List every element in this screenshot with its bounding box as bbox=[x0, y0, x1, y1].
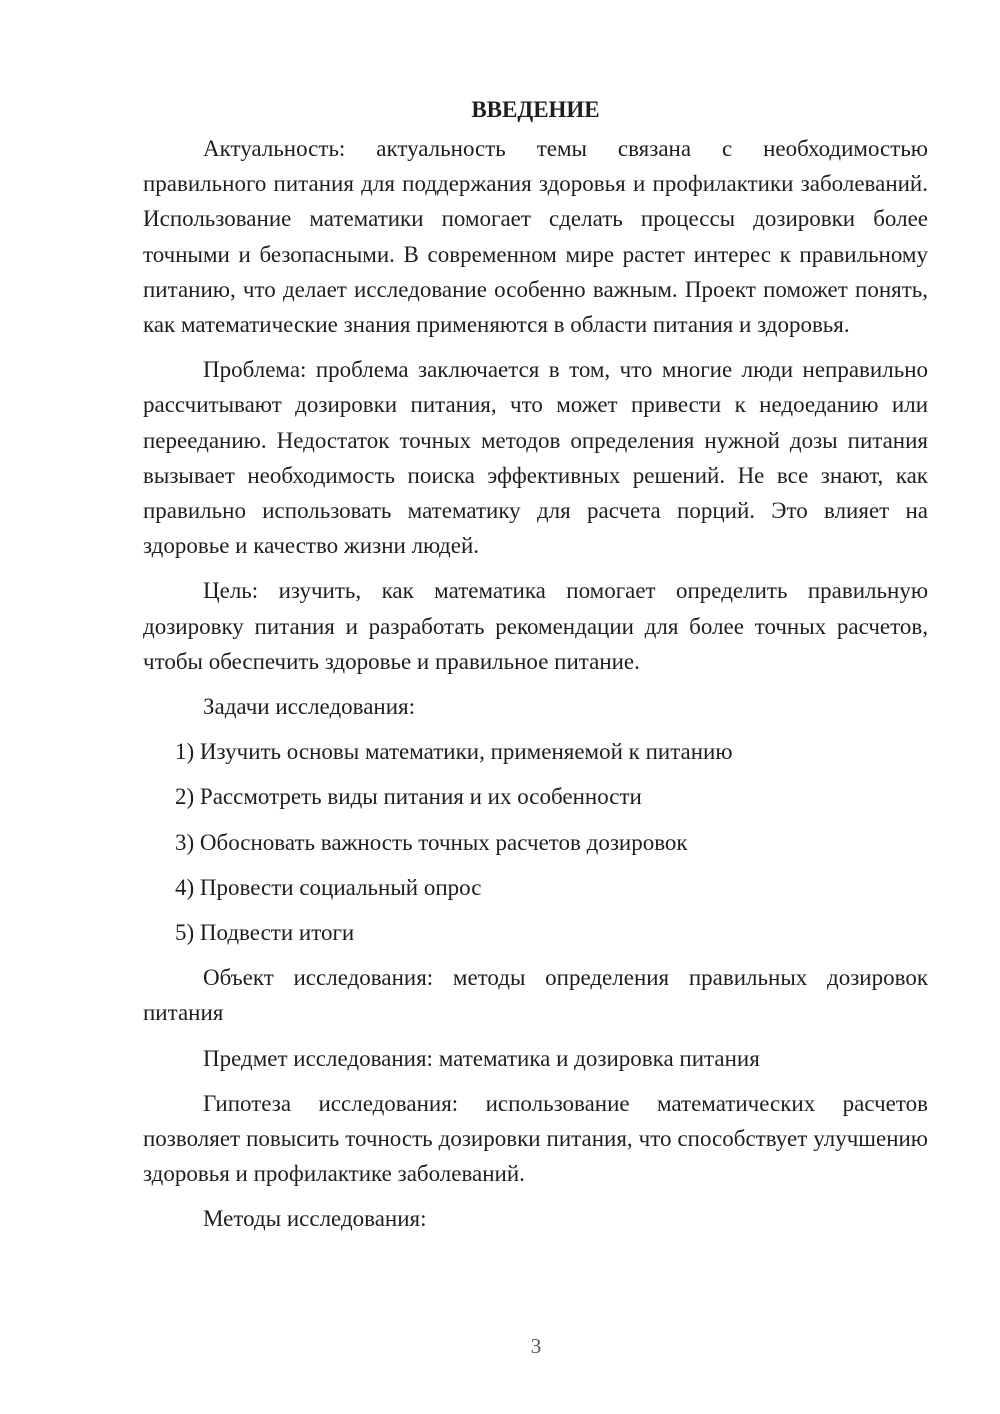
list-item: 2) Рассмотреть виды питания и их особенности bbox=[175, 784, 642, 810]
tasks-heading: Задачи исследования: bbox=[203, 694, 416, 720]
paragraph-object: Объект исследования: методы определения правильных дозировок питания bbox=[143, 965, 928, 1026]
paragraph-goal: Цель: изучить, как математика помогает определить правильную дозировку питания и разработать рекомендации для более точных расчетов, чтобы обеспечить здоровье и правильное питание. bbox=[143, 578, 928, 674]
paragraph-subject: Предмет исследования: математика и дозировка питания bbox=[203, 1045, 760, 1071]
list-item: 5) Подвести итоги bbox=[175, 920, 355, 946]
paragraph-hypothesis: Гипотеза исследования: использование математических расчетов позволяет повысить точность дозировки питания, что способствует улучшению здоровья и профилактике заболеваний. bbox=[143, 1090, 928, 1187]
page-number bbox=[0, 1334, 1000, 1359]
section-title: ВВЕДЕНИЕ bbox=[471, 97, 600, 122]
list-item: 4) Провести социальный опрос bbox=[175, 874, 482, 900]
page-content bbox=[143, 92, 928, 1247]
paragraph-relevance: Актуальность: актуальность темы связана с необходимостью правильного питания для поддержания здоровья и профилактики заболеваний. Использование математики помогает сделать процессы дозировки более точными и безопасными. В современном мире растет интерес к правильному питанию, что делает исследование особенно важным. Проект поможет понять, как математические знания применяются в области питания и здоровья. bbox=[143, 136, 928, 338]
list-item: 3) Обосновать важность точных расчетов дозировок bbox=[175, 829, 688, 855]
list-item: 1) Изучить основы математики, применяемой к питанию bbox=[175, 739, 733, 765]
page-number-label: 3 bbox=[530, 1334, 542, 1358]
methods-heading: Методы исследования: bbox=[203, 1206, 427, 1232]
tasks-list bbox=[143, 734, 928, 950]
paragraph-problem: Проблема: проблема заключается в том, что многие люди неправильно рассчитывают дозировки питания, что может привести к недоеданию или перееданию. Недостаток точных методов определения нужной дозы питания вызывает необходимость поиска эффективных решений. Не все знают, как правильно использовать математику для расчета порций. Это влияет на здоровье и качество жизни людей. bbox=[143, 357, 928, 559]
